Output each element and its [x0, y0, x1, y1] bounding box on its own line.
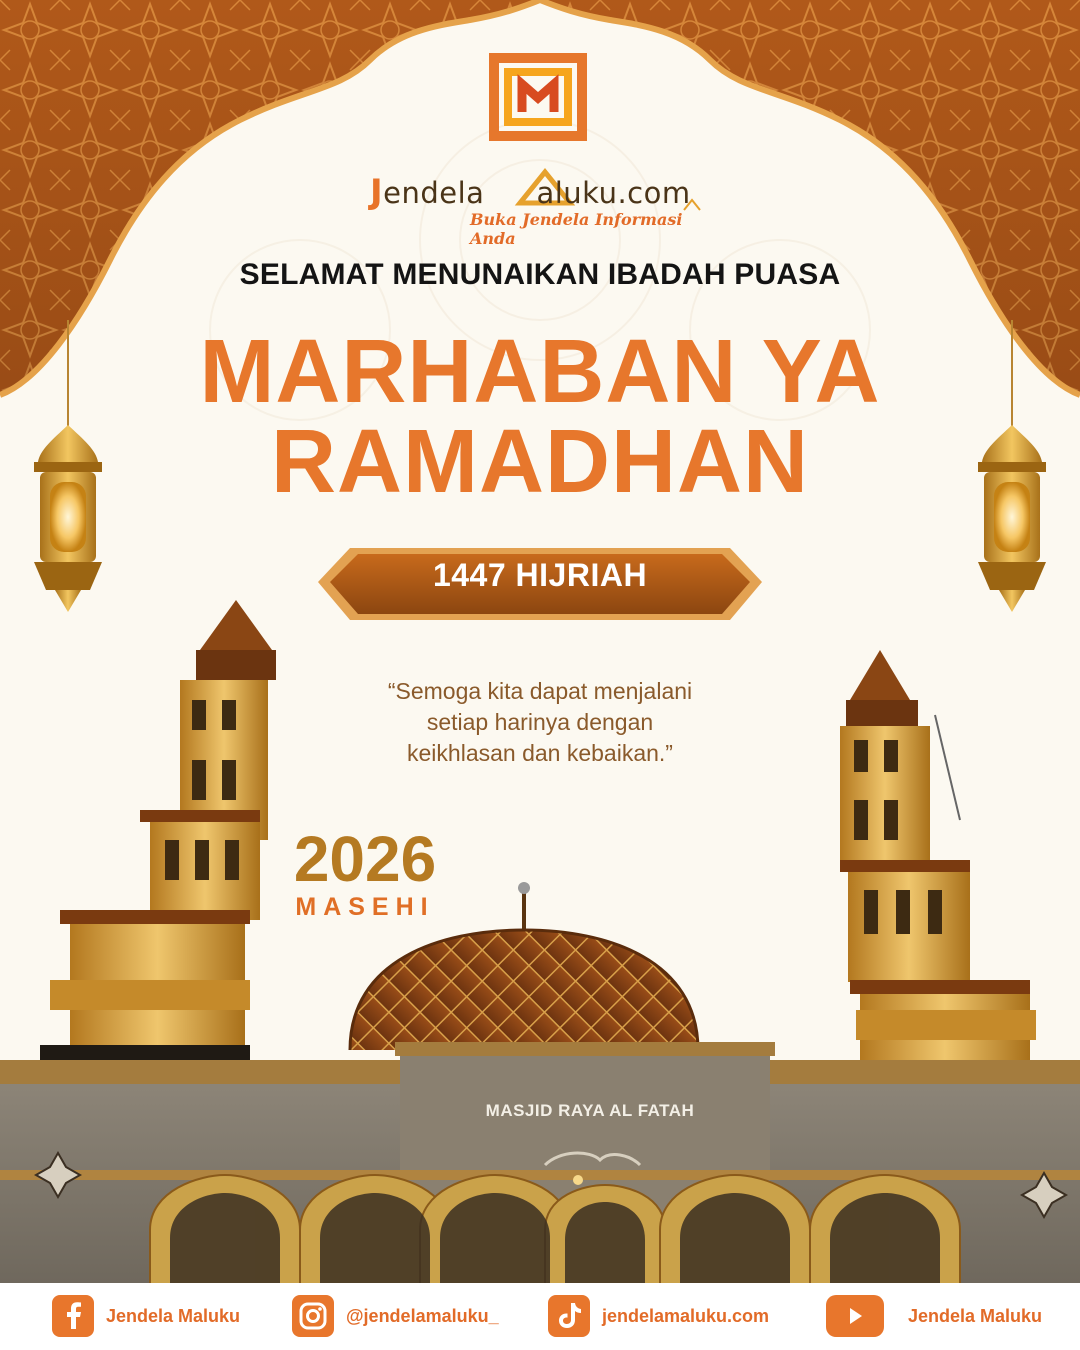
youtube-icon: [826, 1295, 884, 1337]
social-tiktok[interactable]: [548, 1294, 769, 1338]
quote-text: “Semoga kita dapat menjalani setiap harinya dengan keikhlasan dan kebaikan.”: [387, 678, 693, 766]
social-youtube[interactable]: [826, 1294, 1042, 1338]
social-label: Jendela Maluku: [908, 1305, 1043, 1326]
hijri-year-label: 1447 HIJRIAH: [432, 557, 648, 593]
tiktok-icon: [548, 1295, 590, 1337]
greeting-text: SELAMAT MENUNAIKAN IBADAH PUASA: [239, 258, 841, 291]
social-label: @jendelamaluku_: [346, 1305, 499, 1326]
brand-name-mark: [484, 176, 536, 210]
brand-name-suffix: aluku.com: [536, 176, 691, 210]
gregorian-label: MASEHI: [295, 893, 435, 921]
social-facebook[interactable]: [52, 1294, 240, 1338]
brand-name: [370, 172, 730, 212]
logo-mark: [494, 58, 582, 136]
facebook-icon: [52, 1295, 94, 1337]
social-footer: [0, 1283, 1080, 1350]
title-line-2: RAMADHAN: [271, 412, 809, 512]
social-label: jendelamaluku.com: [602, 1305, 770, 1326]
mosque-sign: MASJID RAYA AL FATAH: [485, 1101, 695, 1120]
social-label: Jendela Maluku: [106, 1305, 241, 1326]
mosque-building: [0, 1042, 1080, 1290]
social-instagram[interactable]: [292, 1294, 499, 1338]
gregorian-year: 2026: [293, 823, 437, 895]
instagram-icon: [292, 1295, 334, 1337]
brand-name-rest: endela: [383, 176, 485, 210]
title-line-1: MARHABAN YA: [199, 322, 881, 422]
brand-tagline: Buka Jendela Informasi Anda: [470, 210, 683, 248]
brand-name-initial: J: [370, 172, 384, 212]
